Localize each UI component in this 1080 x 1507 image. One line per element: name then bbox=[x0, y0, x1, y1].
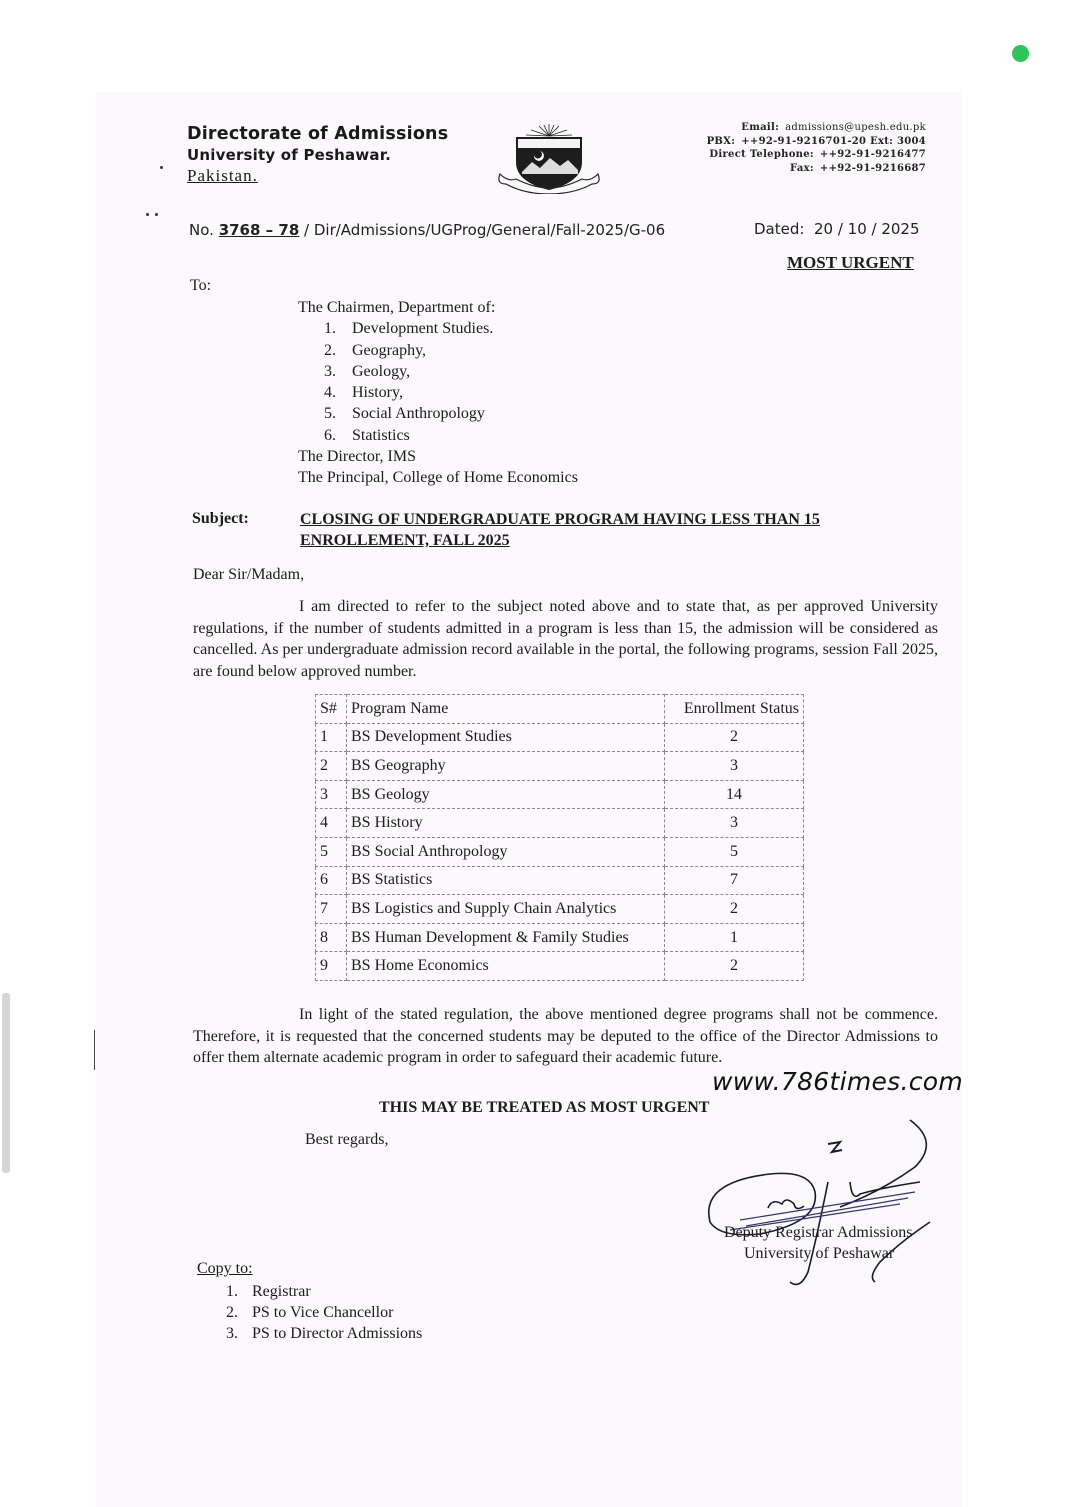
copy-to-item: 2. PS to Vice Chancellor bbox=[226, 1304, 394, 1321]
reference-path: / Dir/Admissions/UGProg/General/Fall-2025/G-06 bbox=[299, 221, 666, 239]
table-row bbox=[316, 923, 804, 952]
best-regards: Best regards, bbox=[305, 1131, 389, 1148]
department-list bbox=[298, 318, 578, 446]
table-row bbox=[316, 809, 804, 838]
office-name: Directorate of Admissions bbox=[187, 124, 449, 144]
cell-enrollment: 14 bbox=[665, 780, 804, 809]
letter-date: Dated: 20 / 10 / 2025 bbox=[754, 220, 920, 238]
table-row bbox=[316, 723, 804, 752]
cell-sn: 3 bbox=[316, 780, 347, 809]
table-row bbox=[316, 780, 804, 809]
cell-enrollment: 3 bbox=[665, 752, 804, 781]
cell-program-name: BS Development Studies bbox=[347, 723, 665, 752]
cell-program-name: BS Geography bbox=[347, 752, 665, 781]
to-label: To: bbox=[190, 277, 212, 294]
cell-program-name: BS Human Development & Family Studies bbox=[347, 923, 665, 952]
date-value: 20 / 10 / 2025 bbox=[813, 220, 920, 238]
reference-number: No. 3768 – 78 / Dir/Admissions/UGProg/General/Fall-2025/G-06 bbox=[189, 221, 666, 239]
copy-to-item: 1. Registrar bbox=[226, 1283, 311, 1300]
cell-program-name: BS Home Economics bbox=[347, 952, 665, 981]
salutation: Dear Sir/Madam, bbox=[193, 566, 305, 583]
university-crest-logo bbox=[494, 122, 604, 194]
cell-enrollment: 3 bbox=[665, 809, 804, 838]
watermark-text: www.786times.com bbox=[712, 1067, 964, 1096]
closing-emphasis: THIS MAY BE TREATED AS MOST URGENT bbox=[379, 1099, 710, 1116]
scan-speck bbox=[155, 213, 158, 216]
university-name: University of Peshawar. bbox=[187, 146, 392, 164]
cell-sn: 1 bbox=[316, 723, 347, 752]
column-header-sn: S# bbox=[316, 695, 347, 724]
department-item: 1. Development Studies. bbox=[324, 320, 494, 338]
subject-label: Subject: bbox=[192, 510, 249, 527]
department-item: 6. Statistics bbox=[324, 426, 410, 444]
table-row bbox=[316, 895, 804, 924]
cell-enrollment: 2 bbox=[665, 952, 804, 981]
scan-speck bbox=[160, 166, 163, 169]
table-row bbox=[316, 952, 804, 981]
contact-direct-telephone: Direct Telephone: ++92-91-9216477 bbox=[709, 149, 926, 160]
contact-email: Email: admissions@upesh.edu.pk bbox=[741, 122, 926, 133]
department-item: 3. Geology, bbox=[324, 362, 411, 380]
department-item: 5. Social Anthropology bbox=[324, 405, 485, 423]
cell-program-name: BS Statistics bbox=[347, 866, 665, 895]
department-item: 2. Geography, bbox=[324, 341, 427, 359]
cell-enrollment: 2 bbox=[665, 723, 804, 752]
margin-mark bbox=[94, 1030, 95, 1070]
dispatch-number: 3768 – 78 bbox=[218, 221, 300, 239]
scan-speck bbox=[146, 213, 149, 216]
priority-label: MOST URGENT bbox=[787, 253, 914, 272]
signatory-block bbox=[724, 1222, 912, 1264]
table-header-row bbox=[316, 695, 804, 724]
department-item: 4. History, bbox=[324, 384, 403, 402]
body-paragraph-1: I am directed to refer to the subject noted above and to state that, as per approved University regulations, if the number of students admitted in a program is less than 15, the admission will be considered as cancelled. As per undergraduate admission record available in the portal, the following programs, session Fall 2025, are found below approved number. bbox=[193, 598, 938, 680]
cell-sn: 9 bbox=[316, 952, 347, 981]
country-name: Pakistan. bbox=[187, 166, 258, 185]
contact-pbx: PBX: ++92-91-9216701-20 Ext: 3004 bbox=[706, 135, 926, 147]
cell-sn: 8 bbox=[316, 923, 347, 952]
subject-text: CLOSING OF UNDERGRADUATE PROGRAM HAVING LESS THAN 15 ENROLLEMENT, FALL 2025 bbox=[300, 511, 820, 549]
copy-to-label: Copy to: bbox=[197, 1260, 253, 1277]
status-indicator-dot bbox=[1012, 45, 1029, 62]
signatory-institution: University of Peshawar bbox=[744, 1245, 895, 1262]
cell-sn: 6 bbox=[316, 866, 347, 895]
cell-enrollment: 5 bbox=[665, 837, 804, 866]
cell-enrollment: 1 bbox=[665, 923, 804, 952]
copy-to-list bbox=[226, 1281, 422, 1344]
table-row bbox=[316, 837, 804, 866]
recipients-block bbox=[298, 297, 578, 489]
copy-to-item: 3. PS to Director Admissions bbox=[226, 1325, 423, 1342]
cell-sn: 4 bbox=[316, 809, 347, 838]
programs-table bbox=[315, 694, 804, 981]
cell-program-name: BS Geology bbox=[347, 780, 665, 809]
table-row bbox=[316, 866, 804, 895]
signatory-title: Deputy Registrar Admissions bbox=[724, 1224, 913, 1241]
cell-enrollment: 7 bbox=[665, 866, 804, 895]
recipient-principal: The Principal, College of Home Economics bbox=[298, 469, 578, 487]
cell-sn: 2 bbox=[316, 752, 347, 781]
cell-program-name: BS Logistics and Supply Chain Analytics bbox=[347, 895, 665, 924]
recipient-director-ims: The Director, IMS bbox=[298, 448, 416, 466]
cell-program-name: BS Social Anthropology bbox=[347, 837, 665, 866]
column-header-enrollment: Enrollment Status bbox=[665, 695, 804, 724]
cell-enrollment: 2 bbox=[665, 895, 804, 924]
recipients-heading: The Chairmen, Department of: bbox=[298, 299, 496, 316]
sun-rays-icon bbox=[526, 124, 572, 136]
contact-block bbox=[678, 121, 926, 175]
contact-fax: Fax: ++92-91-9216687 bbox=[790, 162, 926, 174]
cell-program-name: BS History bbox=[347, 809, 665, 838]
letterhead-left bbox=[187, 124, 448, 186]
body-paragraph-2: In light of the stated regulation, the above mentioned degree programs shall not be commence. Therefore, it is requested that the concerned students may be deputed to the office of the Director Admissions to offer them alternate academic program in order to safeguard their academic future. bbox=[193, 1006, 938, 1066]
cell-sn: 7 bbox=[316, 895, 347, 924]
column-header-program: Program Name bbox=[347, 695, 665, 724]
cell-sn: 5 bbox=[316, 837, 347, 866]
table-row bbox=[316, 752, 804, 781]
signature-scribble bbox=[700, 1112, 960, 1292]
scrollbar[interactable] bbox=[2, 993, 10, 1173]
